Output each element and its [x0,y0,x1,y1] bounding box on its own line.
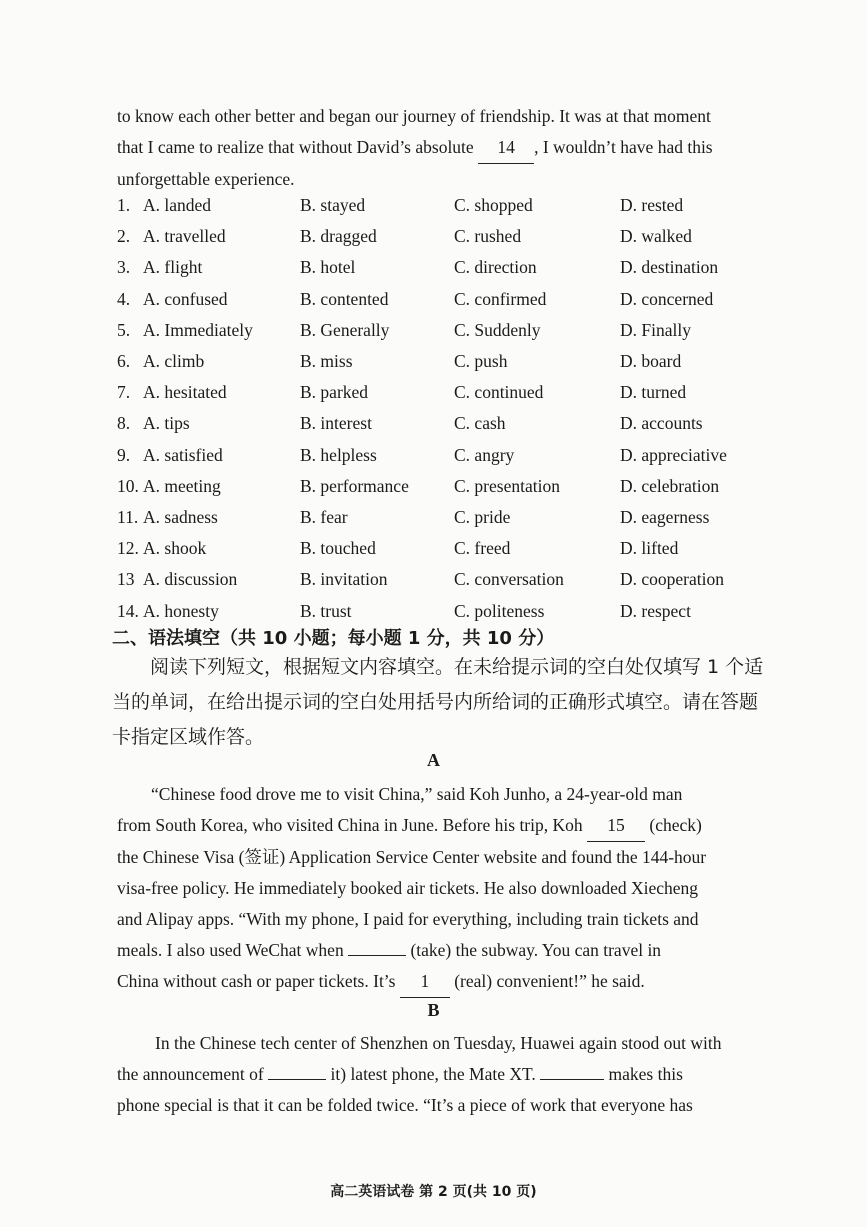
option-row [117,538,817,568]
answer-blank-18 [268,1079,326,1080]
option-b: B. Generally [300,319,390,340]
option-c: C. pride [454,507,511,527]
option-d: D. eagerness [620,507,710,527]
option-row [117,351,817,381]
option-a: A. travelled [143,226,226,247]
option-c: C. freed [454,538,511,559]
passage-a [117,779,801,998]
option-b: B. touched [300,538,376,559]
question-number: 1. [117,195,131,215]
passage-line: China without cash or paper tickets. It’s 1 (real) convenient!” he said. [117,966,801,998]
option-d: D. cooperation [620,569,724,590]
option-b: B. dragged [300,226,377,247]
option-c: C. presentation [454,475,560,496]
section-title: 二、语法填空（共 10 小题；每小题 1 分，共 10 分） [112,628,555,649]
option-d: D. respect [620,600,691,621]
option-a: A. satisfied [143,444,223,465]
option-a: A. hesitated [143,382,227,403]
answer-blank-17: 1 [400,966,450,998]
option-a: A. sadness [143,507,218,527]
option-b: B. stayed [300,195,366,215]
option-a: A. climb [143,351,205,371]
instruction-line: 阅读下列短文，根据短文内容填空。在未给提示词的空白处仅填写 1 个适 [150,656,764,678]
option-b: B. parked [300,382,369,403]
option-row [117,569,817,599]
passage-line: that I came to realize that without David’s absolute 14 , I wouldn’t have had this [117,132,797,164]
option-b: B. performance [300,475,409,496]
option-c: C. politeness [454,600,545,621]
option-row [117,195,817,225]
option-d: D. appreciative [620,444,727,465]
question-number: 13 [117,569,135,590]
passage-label-b: B [427,1000,440,1020]
option-c: C. Suddenly [454,319,541,340]
question-number: 8. [117,413,131,434]
option-row [117,226,817,256]
passage-line: meals. I also used WeChat when (take) the subway. You can travel in [117,940,662,960]
passage-label-a: A [427,750,440,770]
option-d: D. rested [620,195,684,215]
option-d: D. celebration [620,475,720,496]
passage-line: visa-free policy. He immediately booked air tickets. He also downloaded Xiecheng [117,878,699,898]
passage-line: from South Korea, who visited China in June. Before his trip, Koh 15 (check) [117,810,801,842]
option-row [117,257,817,287]
option-d: D. walked [620,226,692,247]
answer-blank-15: 15 [587,810,645,842]
option-b: B. miss [300,351,353,371]
question-number: 3. [117,257,131,278]
option-c: C. continued [454,382,544,403]
option-d: D. accounts [620,413,703,434]
option-b: B. helpless [300,444,377,465]
option-b: B. fear [300,507,348,527]
option-b: B. trust [300,600,352,621]
option-c: C. rushed [454,226,522,247]
instruction-line: 卡指定区域作答。 [112,726,265,748]
option-c: C. angry [454,444,515,465]
option-b: B. hotel [300,257,356,278]
question-number: 2. [117,226,131,247]
answer-blank-19 [540,1079,604,1080]
option-d: D. concerned [620,288,714,309]
answer-blank-16 [348,955,406,956]
option-c: C. shopped [454,195,533,215]
option-d: D. lifted [620,538,679,559]
question-number: 10. [117,475,139,496]
option-c: C. conversation [454,569,564,590]
option-a: A. confused [143,288,228,309]
passage-b [117,1028,801,1121]
option-row [117,320,817,350]
option-row [117,382,817,412]
option-a: A. honesty [143,600,219,621]
option-row [117,445,817,475]
option-a: A. Immediately [143,319,253,340]
instruction-line: 当的单词，在给出提示词的空白处用括号内所给词的正确形式填空。请在答题 [112,691,759,713]
passage-continuation [117,101,797,195]
section-instructions [112,650,802,755]
passage-line: to know each other better and began our journey of friendship. It was at that moment [117,106,711,126]
option-b: B. invitation [300,569,388,590]
question-number: 14. [117,600,139,621]
option-a: A. landed [143,195,212,215]
answer-blank-14: 14 [478,132,534,164]
passage-line: unforgettable experience. [117,169,295,189]
passage-line: In the Chinese tech center of Shenzhen on Tuesday, Huawei again stood out with [155,1033,722,1053]
passage-line: “Chinese food drove me to visit China,” said Koh Junho, a 24-year-old man [151,784,683,804]
option-d: D. destination [620,257,719,278]
question-number: 5. [117,319,131,340]
option-d: D. board [620,351,682,371]
option-c: C. confirmed [454,288,547,309]
question-number: 4. [117,288,131,309]
question-number: 7. [117,382,131,403]
option-a: A. shook [143,538,207,559]
option-c: C. direction [454,257,537,278]
option-row [117,507,817,537]
question-number: 11. [117,507,139,527]
question-number: 6. [117,351,131,371]
passage-line: the announcement of it) latest phone, the Mate XT. makes this [117,1064,683,1084]
option-a: A. meeting [143,475,221,496]
question-number: 9. [117,444,131,465]
option-b: B. contented [300,288,389,309]
option-d: D. Finally [620,319,691,340]
passage-line: and Alipay apps. “With my phone, I paid for everything, including train tickets and [117,909,699,929]
option-a: A. tips [143,413,190,434]
option-row [117,413,817,443]
option-a: A. flight [143,257,203,278]
option-c: C. cash [454,413,506,434]
option-row [117,289,817,319]
question-number: 12. [117,538,139,559]
passage-line: the Chinese Visa (签证) Application Service Center website and found the 144-hour [117,847,707,867]
option-row [117,476,817,506]
option-a: A. discussion [143,569,238,590]
option-c: C. push [454,351,508,371]
option-d: D. turned [620,382,687,403]
page-footer: 高二英语试卷 第 2 页(共 10 页) [330,1184,537,1200]
option-b: B. interest [300,413,372,434]
passage-line: phone special is that it can be folded twice. “It’s a piece of work that everyone has [117,1095,693,1115]
